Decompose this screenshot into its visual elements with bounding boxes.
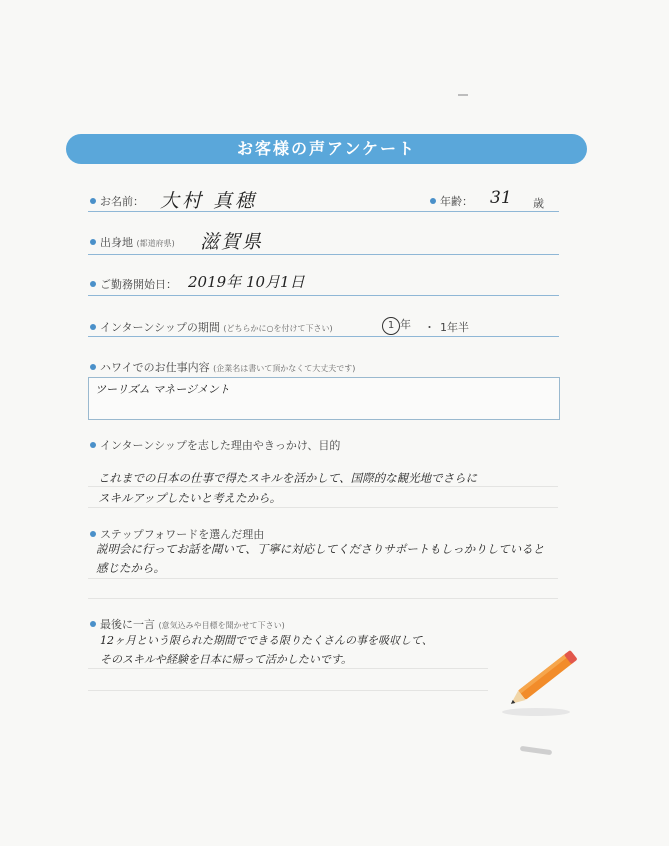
last-word-line-2: そのスキルや経験を日本に帰って活かしたいです。	[100, 653, 353, 666]
survey-title-banner	[66, 134, 587, 164]
stepforward-rule-1	[88, 578, 558, 579]
stepforward-line-1: 説明会に行ってお話を聞いて、丁寧に対応してくださりサポートもしっかりしていると	[96, 542, 545, 556]
name-value: 大村 真穂	[160, 190, 258, 212]
bullet-icon	[90, 324, 96, 330]
bullet-icon	[90, 442, 96, 448]
bullet-icon	[90, 364, 96, 370]
pencil-icon	[496, 638, 592, 722]
reason-rule-1	[88, 486, 558, 487]
name-rule	[88, 211, 559, 212]
period-label: インターンシップの期間 (どちらかに○を付けて下さい)	[90, 319, 333, 335]
age-unit: 歳	[533, 197, 544, 210]
start-date-label: ご勤務開始日：	[90, 276, 177, 292]
reason-line-2: スキルアップしたいと考えたから。	[98, 491, 282, 505]
period-option-2: 1年半	[440, 321, 469, 334]
last-word-rule-1	[88, 668, 488, 669]
reason-rule-2	[88, 507, 558, 508]
hometown-rule	[88, 254, 559, 255]
start-date-value: 2019年 10月1日	[188, 273, 305, 291]
selected-circle: 1	[382, 317, 400, 335]
bullet-icon	[430, 198, 436, 204]
scan-mark	[458, 94, 468, 96]
stepforward-label: ステップフォワードを選んだ理由	[90, 526, 264, 542]
bullet-icon	[90, 531, 96, 537]
last-word-rule-2	[88, 690, 488, 691]
last-word-line-1: 12ヶ月という限られた期間でできる限りたくさんの事を吸収して、	[100, 634, 433, 647]
start-date-rule	[88, 295, 559, 296]
bullet-icon	[90, 198, 96, 204]
stepforward-line-2: 感じたから。	[96, 561, 165, 575]
period-separator: ・	[424, 321, 435, 334]
hometown-label: 出身地 (都道府県)	[90, 234, 175, 250]
bullet-icon	[90, 239, 96, 245]
stepforward-rule-2	[88, 598, 558, 599]
age-value: 31	[490, 188, 512, 208]
hometown-value: 滋賀県	[200, 231, 264, 253]
last-word-label: 最後に一言 (意気込みや目標を聞かせて下さい)	[90, 616, 285, 632]
reason-line-1: これまでの日本の仕事で得たスキルを活かして、国際的な観光地でさらに	[98, 471, 478, 485]
age-label: 年齢：	[430, 193, 473, 209]
reason-label: インターンシップを志した理由やきっかけ、目的	[90, 437, 340, 453]
job-label: ハワイでのお仕事内容 (企業名は書いて頂かなくて大丈夫です)	[90, 359, 355, 375]
bullet-icon	[90, 621, 96, 627]
period-option-1: 1 年	[382, 316, 411, 335]
bullet-icon	[90, 281, 96, 287]
period-rule	[88, 336, 559, 337]
scan-smudge	[520, 746, 552, 755]
name-label: お名前：	[90, 193, 144, 209]
job-value: ツーリズム マネージメント	[95, 383, 230, 396]
survey-title: お客様の声アンケート	[236, 139, 417, 158]
